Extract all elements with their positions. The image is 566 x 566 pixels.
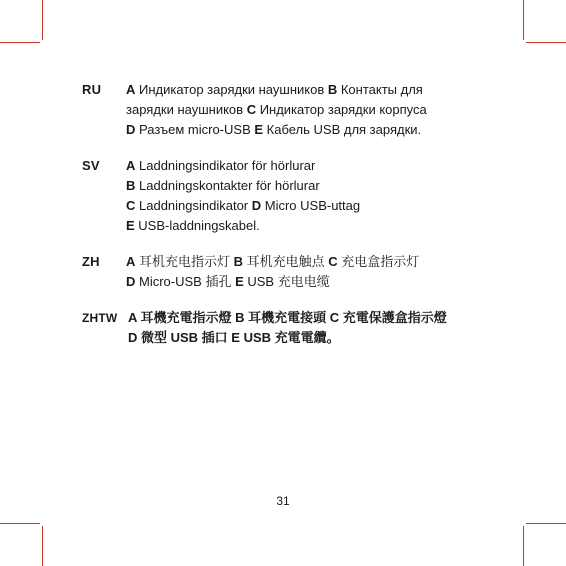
language-code: ZH xyxy=(82,254,100,269)
item-text: 耳机充电指示灯 xyxy=(135,254,234,269)
description-line xyxy=(126,176,502,196)
item-text: USB-laddningskabel. xyxy=(134,218,260,233)
item-text: 充電保護盒指示燈 xyxy=(339,310,447,325)
item-letter: B xyxy=(235,310,245,325)
item-text: Micro-USB 插孔 xyxy=(135,274,236,289)
language-list xyxy=(82,80,502,364)
description-line xyxy=(126,156,502,176)
item-text: Контакты для xyxy=(337,82,423,97)
item-text: Laddningsindikator för hörlurar xyxy=(135,158,316,173)
crop-mark-top-left-h xyxy=(0,42,40,43)
crop-mark-bottom-right-v xyxy=(523,526,524,566)
item-text: зарядки наушников xyxy=(126,102,247,117)
item-letter: E xyxy=(231,330,240,345)
language-block-zhtw xyxy=(82,308,502,348)
item-letter: B xyxy=(327,82,338,97)
description-line xyxy=(126,120,502,140)
item-letter: D xyxy=(251,198,262,213)
item-text: USB 充電電纜。 xyxy=(239,330,340,345)
crop-mark-top-right-h xyxy=(526,42,566,43)
item-text: 微型 USB 插口 xyxy=(137,330,232,345)
item-letter: C xyxy=(329,310,340,325)
language-code: ZHTW xyxy=(82,311,118,325)
item-text: Индикатор зарядки корпуса xyxy=(256,102,427,117)
item-text: Laddningskontakter för hörlurar xyxy=(135,178,320,193)
item-text: Laddningsindikator xyxy=(135,198,252,213)
item-letter: A xyxy=(126,158,136,173)
language-block-ru xyxy=(82,80,502,140)
language-description xyxy=(126,252,502,292)
item-letter: B xyxy=(233,254,244,269)
description-line xyxy=(126,100,502,120)
language-block-zh xyxy=(82,252,502,292)
item-text: Индикатор зарядки наушников xyxy=(135,82,328,97)
item-letter: A xyxy=(126,82,136,97)
language-block-sv xyxy=(82,156,502,236)
item-letter: E xyxy=(254,122,264,137)
description-line xyxy=(126,272,502,292)
language-description xyxy=(126,80,502,140)
item-text: Кабель USB для зарядки. xyxy=(263,122,422,137)
crop-mark-top-left-v xyxy=(42,0,43,40)
item-text: USB 充电电缆 xyxy=(243,274,330,289)
crop-mark-bottom-left-h xyxy=(0,523,40,524)
item-letter: C xyxy=(126,198,136,213)
item-text: Micro USB-uttag xyxy=(261,198,361,213)
description-line xyxy=(126,196,502,216)
item-text: 耳機充電接頭 xyxy=(244,310,330,325)
crop-mark-top-right-v xyxy=(523,0,524,40)
item-letter: C xyxy=(246,102,257,117)
description-line xyxy=(126,216,502,236)
item-letter: C xyxy=(328,254,338,269)
language-code: RU xyxy=(82,82,102,97)
item-text: 充电盒指示灯 xyxy=(337,254,420,269)
item-letter: D xyxy=(128,330,138,345)
item-text: 耳机充电触点 xyxy=(243,254,329,269)
item-letter: E xyxy=(126,218,135,233)
item-text: Разъем micro-USB xyxy=(135,122,255,137)
language-code: SV xyxy=(82,158,100,173)
item-letter: E xyxy=(235,274,244,289)
description-line xyxy=(126,80,502,100)
crop-mark-bottom-left-v xyxy=(42,526,43,566)
language-description xyxy=(128,308,502,348)
description-line xyxy=(128,328,502,348)
page-number: 31 xyxy=(276,494,290,508)
item-letter: A xyxy=(128,310,137,325)
item-letter: D xyxy=(126,122,136,137)
item-letter: B xyxy=(126,178,136,193)
description-line xyxy=(126,252,502,272)
description-line xyxy=(128,308,502,328)
item-text: 耳機充電指示燈 xyxy=(136,310,236,325)
item-letter: A xyxy=(126,254,136,269)
item-letter: D xyxy=(126,274,136,289)
language-description xyxy=(126,156,502,236)
crop-mark-bottom-right-h xyxy=(526,523,566,524)
